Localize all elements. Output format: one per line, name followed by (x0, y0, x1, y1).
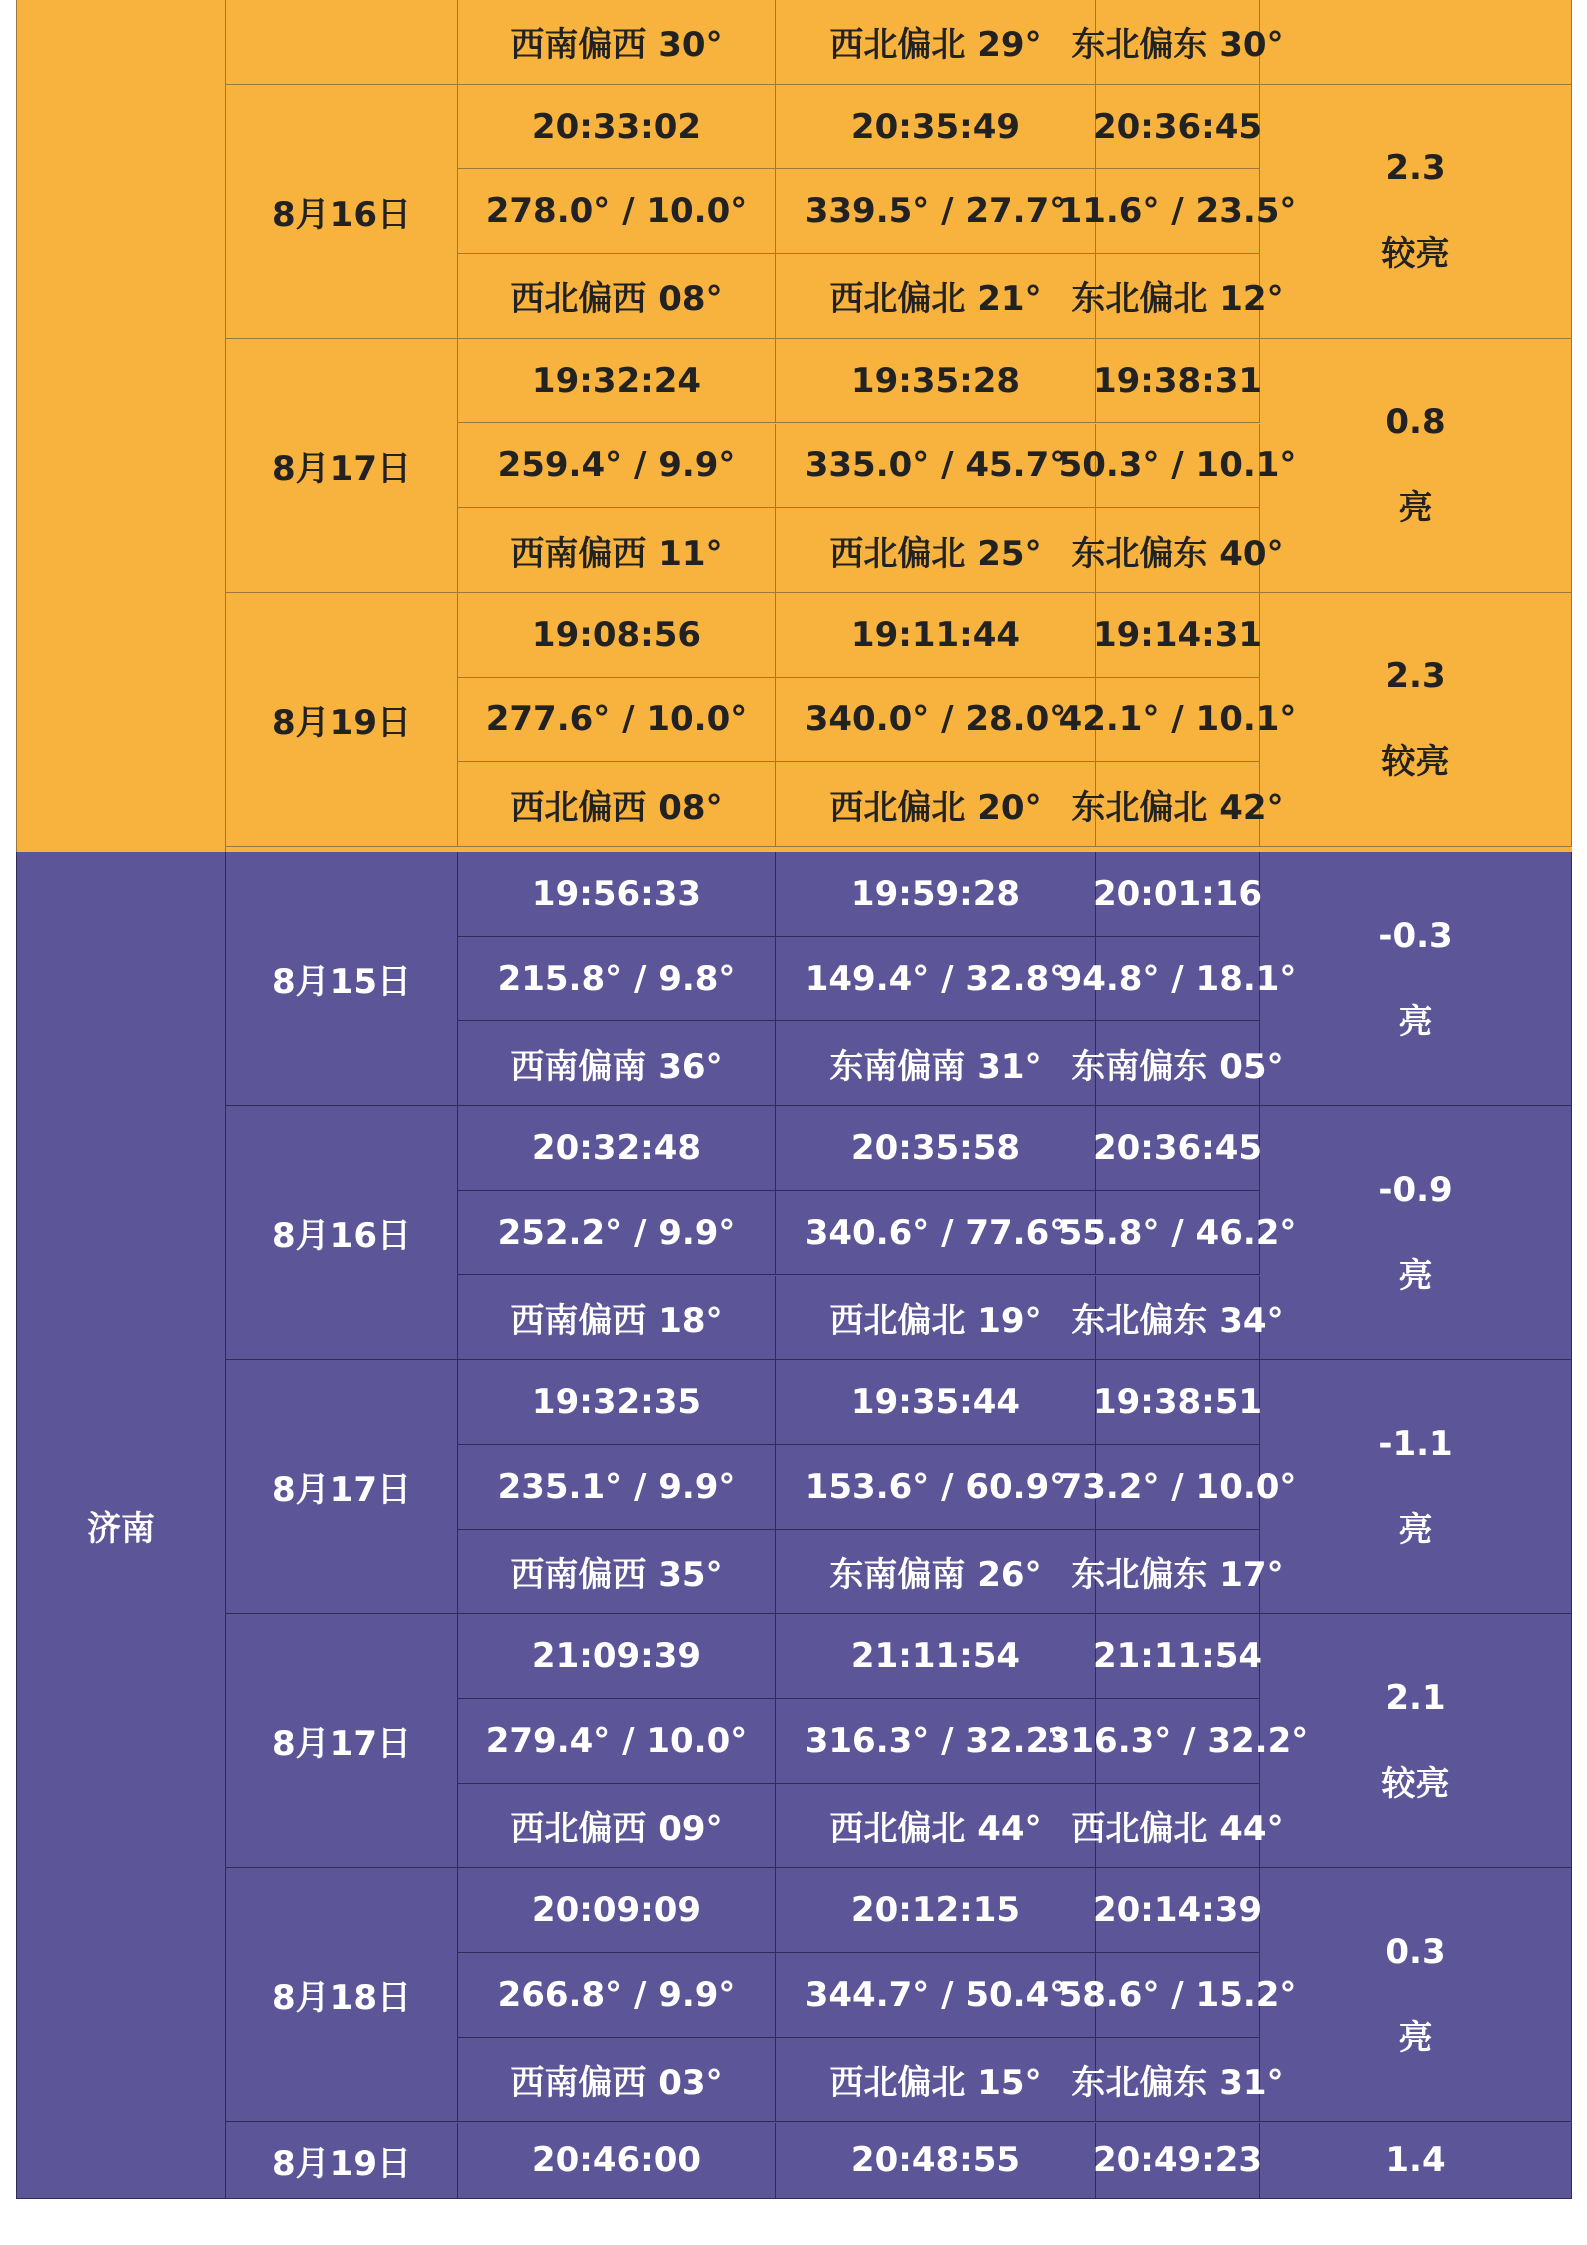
time-cell: 20:49:23 (1096, 2123, 1260, 2200)
date-cell: 8月17日 (226, 339, 458, 593)
date-cell: 8月19日 (226, 593, 458, 847)
date-cell: 8月17日 (226, 1360, 458, 1614)
time-cell: 21:09:39 (458, 1614, 776, 1699)
direction-cell: 西南偏西 30° (458, 0, 776, 85)
direction-cell: 东南偏南 26° (776, 1530, 1096, 1615)
time-cell: 20:36:45 (1096, 1106, 1260, 1191)
alt-az-cell: 50.3° / 10.1° (1096, 424, 1260, 509)
direction-cell: 东北偏东 31° (1096, 2038, 1260, 2123)
time-cell: 20:01:16 (1096, 852, 1260, 937)
time-cell: 20:35:58 (776, 1106, 1096, 1191)
direction-cell: 东北偏北 12° (1096, 254, 1260, 339)
direction-cell: 东南偏南 31° (776, 1021, 1096, 1106)
alt-az-cell: 215.8° / 9.8° (458, 937, 776, 1022)
direction-cell: 西南偏南 36° (458, 1021, 776, 1106)
magnitude-cell (1260, 1106, 1572, 1360)
direction-cell: 东北偏东 34° (1096, 1276, 1260, 1361)
time-cell: 19:35:28 (776, 339, 1096, 424)
magnitude-cell (1260, 1614, 1572, 1868)
direction-cell: 西北偏北 44° (776, 1784, 1096, 1869)
time-cell: 19:14:31 (1096, 593, 1260, 678)
brightness-label: 亮 (1398, 1509, 1433, 1550)
magnitude-value: -1.1 (1378, 1423, 1453, 1464)
direction-cell: 西南偏西 03° (458, 2038, 776, 2123)
alt-az-cell: 252.2° / 9.9° (458, 1191, 776, 1276)
alt-az-cell: 278.0° / 10.0° (458, 169, 776, 254)
magnitude-value: 2.1 (1385, 1677, 1446, 1718)
brightness-label: 亮 (1398, 488, 1433, 529)
brightness-label: 亮 (1398, 1001, 1433, 1042)
date-cell: 8月15日 (226, 852, 458, 1106)
time-cell: 20:46:00 (458, 2123, 776, 2200)
alt-az-cell: 266.8° / 9.9° (458, 1953, 776, 2038)
alt-az-cell: 235.1° / 9.9° (458, 1445, 776, 1530)
direction-cell: 西北偏北 21° (776, 254, 1096, 339)
magnitude-cell (1260, 1868, 1572, 2122)
date-cell: 8月16日 (226, 85, 458, 339)
alt-az-cell: 316.3° / 32.2° (776, 1699, 1096, 1784)
direction-cell: 西北偏北 25° (776, 508, 1096, 593)
date-cell: 8月17日 (226, 1614, 458, 1868)
alt-az-cell: 335.0° / 45.7° (776, 424, 1096, 509)
alt-az-cell: 340.0° / 28.0° (776, 678, 1096, 763)
direction-cell: 西北偏西 08° (458, 254, 776, 339)
direction-cell: 西北偏北 20° (776, 762, 1096, 847)
magnitude-value: 2.3 (1385, 148, 1446, 189)
magnitude-cell (1260, 593, 1572, 847)
direction-cell: 东北偏北 42° (1096, 762, 1260, 847)
direction-cell: 西南偏西 35° (458, 1530, 776, 1615)
time-cell: 20:35:49 (776, 85, 1096, 170)
brightness-label: 较亮 (1381, 1763, 1450, 1804)
date-cell: 8月19日 (226, 2123, 458, 2200)
time-cell: 20:12:15 (776, 1868, 1096, 1953)
alt-az-cell: 279.4° / 10.0° (458, 1699, 776, 1784)
direction-cell: 西北偏北 15° (776, 2038, 1096, 2123)
brightness-label: 较亮 (1381, 742, 1450, 783)
direction-cell: 西北偏西 09° (458, 1784, 776, 1869)
magnitude-cell (1260, 0, 1572, 85)
time-cell: 20:14:39 (1096, 1868, 1260, 1953)
magnitude-cell (1260, 339, 1572, 593)
direction-cell: 西北偏北 19° (776, 1276, 1096, 1361)
magnitude-value: -0.3 (1378, 915, 1453, 956)
alt-az-cell: 344.7° / 50.4° (776, 1953, 1096, 2038)
time-cell: 20:36:45 (1096, 85, 1260, 170)
alt-az-cell: 11.6° / 23.5° (1096, 169, 1260, 254)
alt-az-cell: 58.6° / 15.2° (1096, 1953, 1260, 2038)
time-cell: 19:32:35 (458, 1360, 776, 1445)
magnitude-value: 0.3 (1385, 1931, 1446, 1972)
brightness-label: 较亮 (1381, 234, 1450, 275)
direction-cell: 东南偏东 05° (1096, 1021, 1260, 1106)
city-cell: 济南 (16, 852, 226, 2199)
time-cell: 19:38:31 (1096, 339, 1260, 424)
brightness-label: 亮 (1398, 2017, 1433, 2058)
alt-az-cell: 42.1° / 10.1° (1096, 678, 1260, 763)
magnitude-cell: 1.4 (1260, 2123, 1572, 2200)
time-cell: 19:08:56 (458, 593, 776, 678)
direction-cell: 西北偏北 29° (776, 0, 1096, 85)
magnitude-value: 0.8 (1385, 402, 1446, 443)
direction-cell: 西南偏西 11° (458, 508, 776, 593)
time-cell: 21:11:54 (776, 1614, 1096, 1699)
direction-cell: 西南偏西 18° (458, 1276, 776, 1361)
magnitude-value: -0.9 (1378, 1169, 1453, 1210)
time-cell: 19:59:28 (776, 852, 1096, 937)
magnitude-cell (1260, 85, 1572, 339)
direction-cell: 东北偏东 17° (1096, 1530, 1260, 1615)
magnitude-cell (1260, 852, 1572, 1106)
alt-az-cell: 94.8° / 18.1° (1096, 937, 1260, 1022)
city-cell (16, 0, 226, 852)
alt-az-cell: 339.5° / 27.7° (776, 169, 1096, 254)
alt-az-cell: 259.4° / 9.9° (458, 424, 776, 509)
alt-az-cell: 153.6° / 60.9° (776, 1445, 1096, 1530)
time-cell: 20:32:48 (458, 1106, 776, 1191)
visibility-table (16, 0, 1572, 2199)
alt-az-cell: 316.3° / 32.2° (1096, 1699, 1260, 1784)
direction-cell: 东北偏东 40° (1096, 508, 1260, 593)
alt-az-cell: 149.4° / 32.8° (776, 937, 1096, 1022)
time-cell: 19:38:51 (1096, 1360, 1260, 1445)
direction-cell: 西北偏西 08° (458, 762, 776, 847)
time-cell: 20:48:55 (776, 2123, 1096, 2200)
date-cell: 8月18日 (226, 1868, 458, 2122)
alt-az-cell: 55.8° / 46.2° (1096, 1191, 1260, 1276)
direction-cell: 西北偏北 44° (1096, 1784, 1260, 1869)
time-cell: 21:11:54 (1096, 1614, 1260, 1699)
time-cell: 20:09:09 (458, 1868, 776, 1953)
time-cell: 20:33:02 (458, 85, 776, 170)
time-cell: 19:11:44 (776, 593, 1096, 678)
date-cell (226, 0, 458, 85)
magnitude-cell (1260, 1360, 1572, 1614)
time-cell: 19:32:24 (458, 339, 776, 424)
magnitude-value: 2.3 (1385, 656, 1446, 697)
alt-az-cell: 340.6° / 77.6° (776, 1191, 1096, 1276)
direction-cell: 东北偏东 30° (1096, 0, 1260, 85)
brightness-label: 亮 (1398, 1255, 1433, 1296)
alt-az-cell: 277.6° / 10.0° (458, 678, 776, 763)
alt-az-cell: 73.2° / 10.0° (1096, 1445, 1260, 1530)
time-cell: 19:35:44 (776, 1360, 1096, 1445)
date-cell: 8月16日 (226, 1106, 458, 1360)
time-cell: 19:56:33 (458, 852, 776, 937)
